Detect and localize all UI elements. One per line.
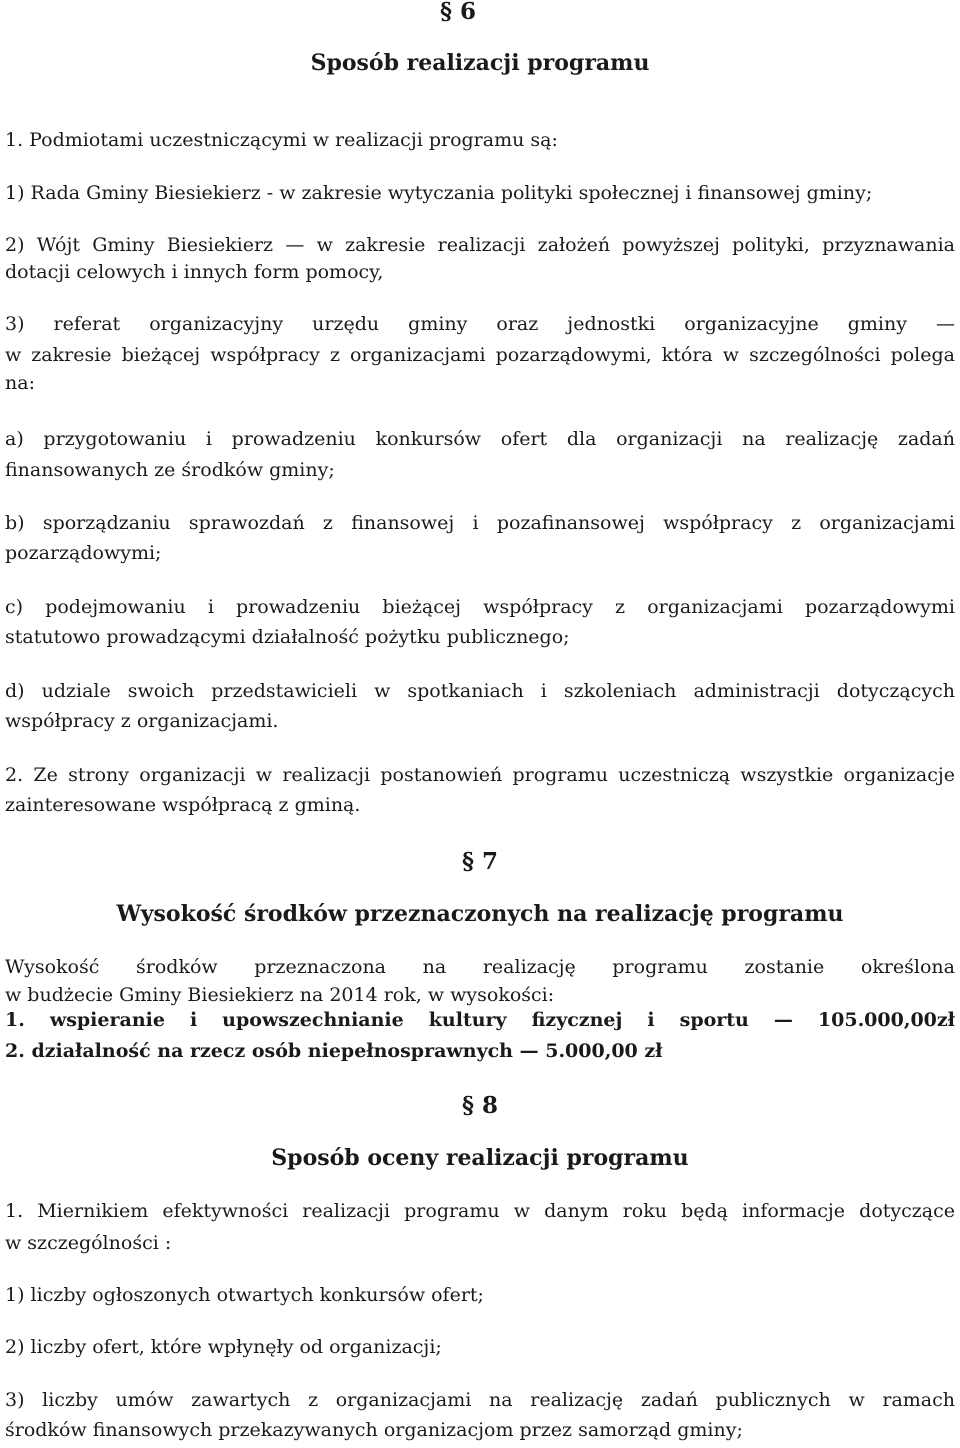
- section-6-sign: § 6: [440, 0, 477, 25]
- s6-item-a-line-1: a) przygotowaniu i prowadzeniu konkursów ofert dla organizacji na realizację zadań: [5, 428, 955, 450]
- s6-item-2-line-2: dotacji celowych i innych form pomocy,: [5, 261, 384, 283]
- s8-item-1: 1) liczby ogłoszonych otwartych konkursów ofert;: [5, 1284, 484, 1306]
- s7-amount-1: 1. wspieranie i upowszechnianie kultury fizycznej i sportu — 105.000,00zł: [5, 1009, 955, 1031]
- s8-item-2: 2) liczby ofert, które wpłynęły od organizacji;: [5, 1336, 442, 1358]
- s6-item-2-line-1: 2) Wójt Gminy Biesiekierz — w zakresie realizacji założeń powyższej polityki, przyznawania: [5, 234, 955, 256]
- s6-item-1: 1) Rada Gminy Biesiekierz - w zakresie wytyczania polityki społecznej i finansowej gminy;: [5, 182, 873, 204]
- section-8-sign: § 8: [462, 1092, 499, 1119]
- s6-item-d-line-2: współpracy z organizacjami.: [5, 710, 279, 732]
- s8-point-1-line-2: w szczególności :: [5, 1232, 172, 1254]
- s6-item-3-line-2: w zakresie bieżącej współpracy z organizacjami pozarządowymi, która w szczególności polega: [5, 344, 955, 366]
- s6-item-b-line-2: pozarządowymi;: [5, 542, 162, 564]
- s6-item-c-line-1: c) podejmowaniu i prowadzeniu bieżącej współpracy z organizacjami pozarządowymi: [5, 596, 955, 618]
- s6-point-2-line-1: 2. Ze strony organizacji w realizacji postanowień programu uczestniczą wszystkie organizacje: [5, 764, 955, 786]
- s8-point-1-line-1: 1. Miernikiem efektywności realizacji programu w danym roku będą informacje dotyczące: [5, 1200, 955, 1222]
- section-8-title: Sposób oceny realizacji programu: [271, 1145, 689, 1171]
- s8-item-3-line-2: środków finansowych przekazywanych organizacjom przez samorząd gminy;: [5, 1419, 743, 1441]
- section-7-sign: § 7: [462, 848, 499, 875]
- s6-item-d-line-1: d) udziale swoich przedstawicieli w spotkaniach i szkoleniach administracji dotyczących: [5, 680, 955, 702]
- s7-text-line-2: w budżecie Gminy Biesiekierz na 2014 rok, w wysokości:: [5, 984, 555, 1006]
- s6-item-3-line-1: 3) referat organizacyjny urzędu gminy oraz jednostki organizacyjne gminy —: [5, 313, 955, 335]
- s6-point-1: 1. Podmiotami uczestniczącymi w realizacji programu są:: [5, 129, 558, 151]
- s7-text-line-1: Wysokość środków przeznaczona na realizację programu zostanie określona: [5, 956, 955, 978]
- s8-item-3-line-1: 3) liczby umów zawartych z organizacjami na realizację zadań publicznych w ramach: [5, 1389, 955, 1411]
- s6-item-b-line-1: b) sporządzaniu sprawozdań z finansowej i pozafinansowej współpracy z organizacjami: [5, 512, 955, 534]
- s6-point-2-line-2: zainteresowane współpracą z gminą.: [5, 794, 361, 816]
- section-7-title: Wysokość środków przeznaczonych na realizację programu: [116, 901, 844, 927]
- section-6-title: Sposób realizacji programu: [310, 50, 650, 76]
- s6-item-3-line-3: na:: [5, 372, 35, 394]
- s6-item-a-line-2: finansowanych ze środków gminy;: [5, 459, 335, 481]
- s6-item-c-line-2: statutowo prowadzącymi działalność pożytku publicznego;: [5, 626, 570, 648]
- s7-amount-2: 2. działalność na rzecz osób niepełnosprawnych — 5.000,00 zł: [5, 1040, 663, 1062]
